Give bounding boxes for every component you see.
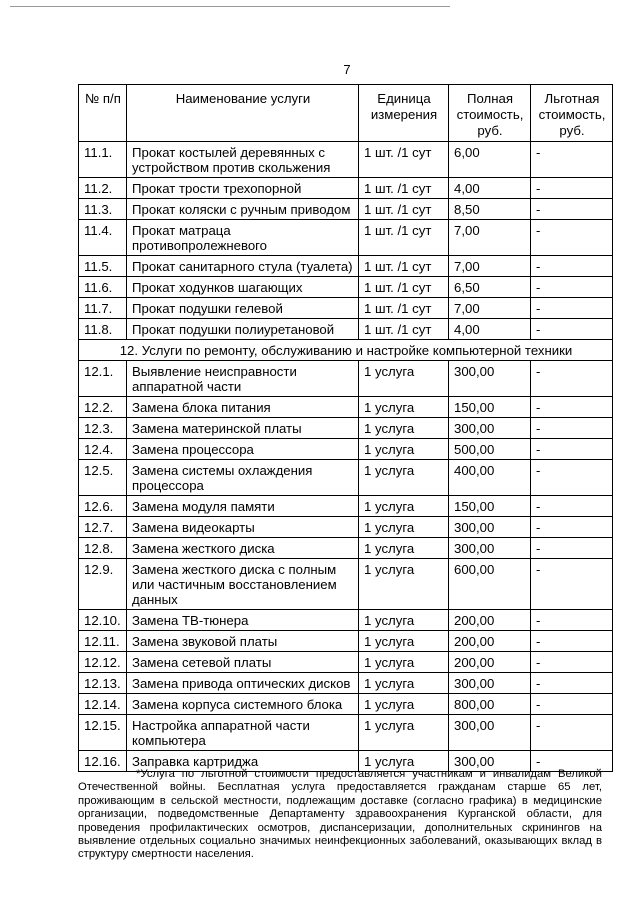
full-price: 7,00 [449, 220, 531, 256]
unit: 1 услуга [359, 673, 449, 694]
unit: 1 услуга [359, 517, 449, 538]
unit: 1 услуга [359, 538, 449, 559]
table-row [79, 652, 613, 673]
row-number: 12.2. [79, 397, 127, 418]
unit: 1 шт. /1 сут [359, 142, 449, 178]
full-price: 150,00 [449, 397, 531, 418]
table-row [79, 694, 613, 715]
discount-price: - [531, 538, 613, 559]
service-name: Прокат коляски с ручным приводом [127, 199, 359, 220]
discount-price: - [531, 418, 613, 439]
table-row [79, 715, 613, 751]
table-header-row [79, 85, 613, 142]
section-row [79, 340, 613, 361]
discount-price: - [531, 694, 613, 715]
discount-price: - [531, 256, 613, 277]
row-number: 12.5. [79, 460, 127, 496]
discount-price: - [531, 610, 613, 631]
discount-price: - [531, 220, 613, 256]
service-name: Прокат подушки гелевой [127, 298, 359, 319]
discount-price: - [531, 715, 613, 751]
row-number: 12.12. [79, 652, 127, 673]
discount-price: - [531, 559, 613, 610]
table-row [79, 418, 613, 439]
unit: 1 услуга [359, 496, 449, 517]
unit: 1 услуга [359, 559, 449, 610]
table-row [79, 460, 613, 496]
table-row [79, 517, 613, 538]
full-price: 300,00 [449, 361, 531, 397]
section-11-rows [79, 142, 613, 340]
unit: 1 услуга [359, 715, 449, 751]
service-name: Замена корпуса системного блока [127, 694, 359, 715]
full-price: 300,00 [449, 538, 531, 559]
full-price: 150,00 [449, 496, 531, 517]
full-price: 200,00 [449, 652, 531, 673]
table-row [79, 277, 613, 298]
row-number: 11.3. [79, 199, 127, 220]
header-num: № п/п [79, 85, 127, 142]
unit: 1 услуга [359, 439, 449, 460]
table-row [79, 496, 613, 517]
discount-price: - [531, 460, 613, 496]
table-row [79, 178, 613, 199]
service-name: Прокат ходунков шагающих [127, 277, 359, 298]
unit: 1 услуга [359, 631, 449, 652]
service-name: Замена блока питания [127, 397, 359, 418]
header-full-price: Полная стоимость, руб. [449, 85, 531, 142]
row-number: 11.7. [79, 298, 127, 319]
table-row [79, 298, 613, 319]
row-number: 12.15. [79, 715, 127, 751]
service-name: Замена жесткого диска [127, 538, 359, 559]
unit: 1 услуга [359, 418, 449, 439]
table-row [79, 439, 613, 460]
discount-price: - [531, 631, 613, 652]
unit: 1 услуга [359, 397, 449, 418]
service-name: Замена процессора [127, 439, 359, 460]
section-12-rows [79, 361, 613, 772]
discount-price: - [531, 178, 613, 199]
row-number: 12.9. [79, 559, 127, 610]
discount-price: - [531, 673, 613, 694]
row-number: 12.11. [79, 631, 127, 652]
footnote: *Услуга по льготной стоимости предоставляется участникам и инвалидам Великой Отечественной войны. Бесплатная услуга предоставляется гражданам старше 65 лет, проживающим в сельской местности, подлежащим доставке (согласно графика) в медицинские организации, подведомственные Департаменту здравоохранения Курганской области, для проведения профилактических осмотров, диспансеризации, дополнительных скринингов на выявление отдельных социально значимых неинфекционных заболеваний, оказывающих вклад в структуру смертности населения. [78, 768, 602, 861]
unit: 1 услуга [359, 460, 449, 496]
section-12-heading [79, 340, 613, 361]
row-number: 12.10. [79, 610, 127, 631]
full-price: 800,00 [449, 694, 531, 715]
service-name: Замена сетевой платы [127, 652, 359, 673]
row-number: 12.1. [79, 361, 127, 397]
service-name: Настройка аппаратной части компьютера [127, 715, 359, 751]
service-name: Замена видеокарты [127, 517, 359, 538]
table-row [79, 361, 613, 397]
discount-price: - [531, 361, 613, 397]
discount-price: - [531, 751, 613, 772]
service-name: Выявление неисправности аппаратной части [127, 361, 359, 397]
row-number: 12.7. [79, 517, 127, 538]
full-price: 400,00 [449, 460, 531, 496]
service-name: Замена модуля памяти [127, 496, 359, 517]
discount-price: - [531, 517, 613, 538]
table-row [79, 397, 613, 418]
row-number: 12.6. [79, 496, 127, 517]
row-number: 11.8. [79, 319, 127, 340]
full-price: 200,00 [449, 631, 531, 652]
service-name: Замена ТВ-тюнера [127, 610, 359, 631]
service-name: Прокат матраца противопролежневого [127, 220, 359, 256]
page-number: 7 [343, 62, 351, 77]
full-price: 6,00 [449, 142, 531, 178]
service-name: Прокат подушки полиуретановой [127, 319, 359, 340]
row-number: 12.8. [79, 538, 127, 559]
unit: 1 шт. /1 сут [359, 298, 449, 319]
discount-price: - [531, 142, 613, 178]
unit: 1 шт. /1 сут [359, 256, 449, 277]
table-row [79, 199, 613, 220]
row-number: 11.2. [79, 178, 127, 199]
table-row [79, 220, 613, 256]
row-number: 12.16. [79, 751, 127, 772]
service-name: Замена системы охлаждения процессора [127, 460, 359, 496]
row-number: 12.3. [79, 418, 127, 439]
services-table [78, 84, 613, 772]
header-name: Наименование услуги [127, 85, 359, 142]
header-unit: Единица измерения [359, 85, 449, 142]
unit: 1 шт. /1 сут [359, 220, 449, 256]
table-row [79, 559, 613, 610]
full-price: 500,00 [449, 439, 531, 460]
discount-price: - [531, 277, 613, 298]
discount-price: - [531, 199, 613, 220]
table-row [79, 631, 613, 652]
unit: 1 шт. /1 сут [359, 277, 449, 298]
table-row [79, 319, 613, 340]
full-price: 8,50 [449, 199, 531, 220]
unit: 1 услуга [359, 751, 449, 772]
discount-price: - [531, 319, 613, 340]
service-name: Замена звуковой платы [127, 631, 359, 652]
full-price: 300,00 [449, 715, 531, 751]
full-price: 300,00 [449, 517, 531, 538]
row-number: 12.4. [79, 439, 127, 460]
service-name: Замена жесткого диска с полным или частичным восстановлением данных [127, 559, 359, 610]
service-name: Прокат костылей деревянных с устройством против скольжения [127, 142, 359, 178]
row-number: 12.14. [79, 694, 127, 715]
discount-price: - [531, 496, 613, 517]
row-number: 11.5. [79, 256, 127, 277]
row-number: 11.1. [79, 142, 127, 178]
full-price: 4,00 [449, 319, 531, 340]
table-row [79, 610, 613, 631]
unit: 1 шт. /1 сут [359, 199, 449, 220]
unit: 1 услуга [359, 610, 449, 631]
full-price: 600,00 [449, 559, 531, 610]
row-number: 12.13. [79, 673, 127, 694]
top-rule [10, 6, 450, 7]
discount-price: - [531, 652, 613, 673]
discount-price: - [531, 397, 613, 418]
table-row [79, 256, 613, 277]
service-name: Замена материнской платы [127, 418, 359, 439]
header-discount-price: Льготная стоимость, руб. [531, 85, 613, 142]
table-row [79, 538, 613, 559]
service-name: Заправка картриджа [127, 751, 359, 772]
full-price: 300,00 [449, 418, 531, 439]
full-price: 6,50 [449, 277, 531, 298]
service-name: Прокат санитарного стула (туалета) [127, 256, 359, 277]
service-name: Замена привода оптических дисков [127, 673, 359, 694]
discount-price: - [531, 298, 613, 319]
unit: 1 услуга [359, 694, 449, 715]
table-row [79, 142, 613, 178]
service-name: Прокат трости трехопорной [127, 178, 359, 199]
full-price: 300,00 [449, 751, 531, 772]
unit: 1 услуга [359, 652, 449, 673]
full-price: 7,00 [449, 256, 531, 277]
table-row [79, 673, 613, 694]
full-price: 200,00 [449, 610, 531, 631]
full-price: 4,00 [449, 178, 531, 199]
row-number: 11.4. [79, 220, 127, 256]
discount-price: - [531, 439, 613, 460]
unit: 1 шт. /1 сут [359, 178, 449, 199]
section-12-title: 12. Услуги по ремонту, обслуживанию и настройке компьютерной техники [79, 340, 613, 361]
full-price: 7,00 [449, 298, 531, 319]
unit: 1 шт. /1 сут [359, 319, 449, 340]
full-price: 300,00 [449, 673, 531, 694]
row-number: 11.6. [79, 277, 127, 298]
unit: 1 услуга [359, 361, 449, 397]
